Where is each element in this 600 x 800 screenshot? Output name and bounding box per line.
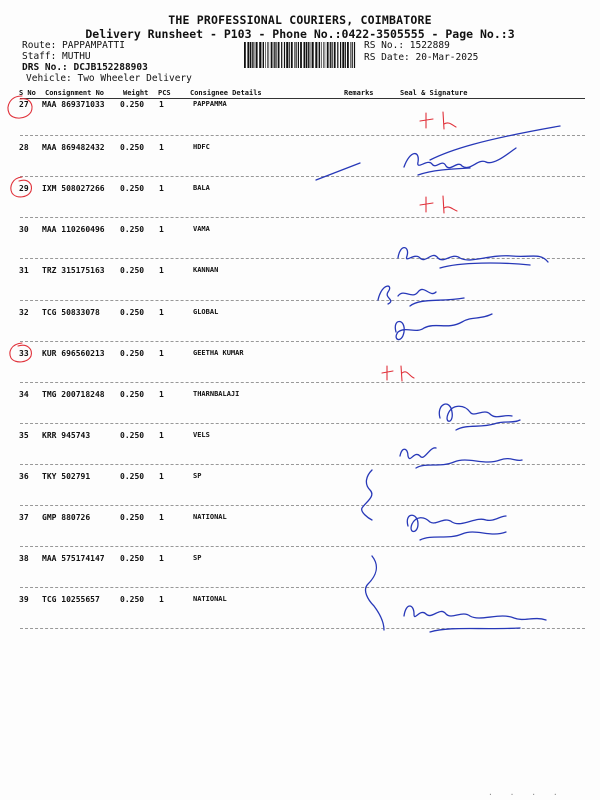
col-header-consignment: Consignment No (45, 89, 105, 97)
signature-row-28 (404, 126, 560, 175)
row-divider (20, 258, 585, 259)
signature-row-37 (407, 515, 506, 540)
row-sno: 36 (19, 471, 29, 481)
col-header-remarks: Remarks (344, 89, 374, 97)
row-consignment: IXM 508027266 (42, 184, 105, 194)
row-pcs: 1 (159, 389, 164, 399)
row-pcs: 1 (159, 100, 164, 109)
barcode-bar (315, 42, 317, 68)
row-sno: 31 (19, 266, 29, 276)
rs-number: RS No.: 1522889 (364, 40, 450, 51)
barcode-bar (275, 42, 276, 68)
row-consignment: MAA 869371033 (42, 100, 105, 109)
row-weight: 0.250 (120, 307, 145, 317)
row-sno: 34 (19, 389, 29, 399)
row-sno: 32 (19, 307, 29, 317)
col-header-seal-signature: Seal & Signature (400, 89, 468, 97)
row-consignment: KUR 696560213 (42, 348, 105, 358)
row-consignee: HDFC (193, 143, 210, 152)
row-consignee: PAPPAMMA (193, 100, 227, 108)
rs-date: RS Date: 20-Mar-2025 (364, 52, 479, 63)
row-divider (20, 505, 585, 506)
row-divider (20, 546, 585, 547)
row-sno: 28 (19, 143, 29, 153)
row-consignment: MAA 575174147 (42, 554, 105, 564)
row-sno: 35 (19, 430, 29, 440)
barcode-bar (263, 42, 264, 68)
row-weight: 0.250 (120, 389, 145, 399)
vehicle-label: Vehicle: Two Wheeler Delivery (26, 73, 192, 84)
row-divider (20, 176, 585, 177)
barcode-bar (310, 42, 311, 68)
row-consignee: SP (193, 471, 202, 480)
barcode-bar (294, 42, 295, 68)
staff-label: Staff: MUTHU (22, 51, 91, 62)
barcode-bar (311, 42, 312, 68)
row-divider (20, 464, 585, 465)
row-sno: 27 (19, 100, 29, 109)
barcode-bar (255, 42, 256, 68)
barcode-bar (340, 42, 341, 68)
barcode-bar (327, 42, 329, 68)
row-consignee: VELS (193, 430, 210, 439)
row-sno: 37 (19, 513, 29, 522)
row-sno: 38 (19, 554, 29, 564)
row-divider (20, 587, 585, 588)
row-consignee: NATIONAL (193, 595, 227, 604)
barcode-bar (337, 42, 338, 68)
barcode-bar (296, 42, 297, 68)
route-label: Route: PAPPAMPATTI (22, 40, 125, 51)
barcode-bar (352, 42, 353, 68)
barcode-bar (262, 42, 263, 68)
row-consignment: TCG 50833078 (42, 307, 100, 317)
row-divider (20, 382, 585, 383)
row-pcs: 1 (159, 554, 164, 564)
runsheet-subtitle: Delivery Runsheet - P103 - Phone No.:0422-3505555 - Page No.:3 (85, 27, 515, 41)
row-consignment: TKY 502791 (42, 471, 91, 481)
blue-signatures (316, 126, 560, 632)
barcode-bar (330, 42, 331, 68)
barcode-bar (325, 42, 326, 68)
barcode-bar (332, 42, 333, 68)
row-consignment: MAA 869482432 (42, 143, 105, 153)
barcode-bar (284, 42, 285, 68)
barcode-bar (278, 42, 280, 68)
row-pcs: 1 (159, 307, 164, 317)
initials-row-33 (382, 366, 414, 381)
barcode-bar (342, 42, 344, 68)
initials-row-27 (420, 112, 456, 129)
row-consignment: GMP 880726 (42, 513, 91, 522)
col-header-sno: S No (19, 89, 36, 97)
barcode-bar (300, 42, 302, 68)
barcode-bar (252, 42, 253, 68)
row-weight: 0.250 (120, 100, 145, 109)
row-weight: 0.250 (120, 595, 145, 605)
barcode-bar (281, 42, 282, 68)
row-consignment: KRR 945743 (42, 430, 91, 440)
signature-row-32b (395, 314, 492, 340)
barcode-bar (256, 42, 258, 68)
company-title: THE PROFESSIONAL COURIERS, COIMBATORE (168, 13, 432, 27)
row-sno: 30 (19, 225, 29, 235)
barcode-bar (308, 42, 309, 68)
barcode-bar (334, 42, 336, 68)
barcode-bar (345, 42, 346, 68)
row-pcs: 1 (159, 184, 164, 194)
row-weight: 0.250 (120, 225, 145, 235)
row-weight: 0.250 (120, 143, 145, 153)
barcode-bar (259, 42, 261, 68)
barcode-bar (298, 42, 299, 68)
row-consignee: THARNBALAJI (193, 389, 240, 398)
row-weight: 0.250 (120, 554, 145, 564)
barcode-bar (286, 42, 288, 68)
col-header-consignee: Consignee Details (190, 89, 262, 97)
barcode-bar (291, 42, 293, 68)
col-header-pcs: PCS (158, 89, 171, 97)
row-pcs: 1 (159, 266, 164, 276)
bracket-row-38 (366, 556, 384, 630)
row-pcs: 1 (159, 430, 164, 440)
row-sno: 39 (19, 595, 29, 605)
barcode-bar (323, 42, 324, 68)
signature-row-34 (439, 404, 520, 430)
barcode-bar (244, 42, 246, 68)
stray-line-remarks (316, 163, 360, 180)
row-divider (20, 300, 585, 301)
barcode-bar (247, 42, 249, 68)
row-consignee: GLOBAL (193, 307, 219, 316)
row-consignee: NATIONAL (193, 513, 227, 521)
barcode-bar (289, 42, 290, 68)
barcode-bar (269, 42, 270, 68)
row-consignee: SP (193, 554, 202, 563)
row-consignee: VAMA (193, 225, 210, 234)
row-weight: 0.250 (120, 471, 145, 481)
barcode-bar (321, 42, 322, 68)
barcode-bar (265, 42, 266, 68)
row-consignee: BALA (193, 184, 210, 193)
barcode-bar (318, 42, 319, 68)
row-pcs: 1 (159, 225, 164, 235)
signature-row-32a (378, 286, 464, 306)
row-consignment: MAA 110260496 (42, 225, 105, 235)
barcode-bar (267, 42, 268, 68)
row-consignment: TCG 10255657 (42, 595, 100, 605)
initials-row-29 (420, 196, 457, 213)
barcode-bar (347, 42, 349, 68)
row-divider (20, 341, 585, 342)
signature-row-35 (400, 448, 522, 468)
barcode-bar (319, 42, 320, 68)
row-pcs: 1 (159, 143, 164, 153)
barcode-bar (274, 42, 275, 68)
row-pcs: 1 (159, 595, 164, 605)
row-pcs: 1 (159, 513, 164, 522)
row-divider (20, 135, 585, 136)
row-divider (20, 628, 585, 629)
row-weight: 0.250 (120, 348, 145, 358)
barcode-bar (312, 42, 314, 68)
barcode-bar (253, 42, 254, 68)
row-pcs: 1 (159, 471, 164, 481)
header-rule (20, 98, 585, 99)
bracket-row-36 (362, 470, 372, 520)
row-divider (20, 423, 585, 424)
row-consignment: TRZ 315175163 (42, 266, 105, 276)
barcode-bar (350, 42, 351, 68)
barcode-bar (304, 42, 306, 68)
barcode-bar (354, 42, 355, 68)
row-consignee: GEETHA KUMAR (193, 348, 244, 357)
row-weight: 0.250 (120, 266, 145, 276)
row-weight: 0.250 (120, 184, 145, 194)
barcode-image (244, 42, 356, 68)
scan-specks: · · · · (488, 790, 564, 799)
row-divider (20, 217, 585, 218)
barcode-bar (271, 42, 273, 68)
row-sno: 33 (19, 348, 29, 358)
row-pcs: 1 (159, 348, 164, 358)
row-weight: 0.250 (120, 513, 145, 522)
row-consignment: TMG 200718248 (42, 389, 105, 399)
row-consignee: KANNAN (193, 266, 219, 275)
row-weight: 0.250 (120, 430, 145, 440)
col-header-weight: Weight (123, 89, 149, 97)
row-sno: 29 (19, 184, 29, 194)
barcode-bar (306, 42, 307, 68)
drs-number: DRS No.: DCJB152288903 (22, 62, 148, 73)
barcode-bar (250, 42, 251, 68)
